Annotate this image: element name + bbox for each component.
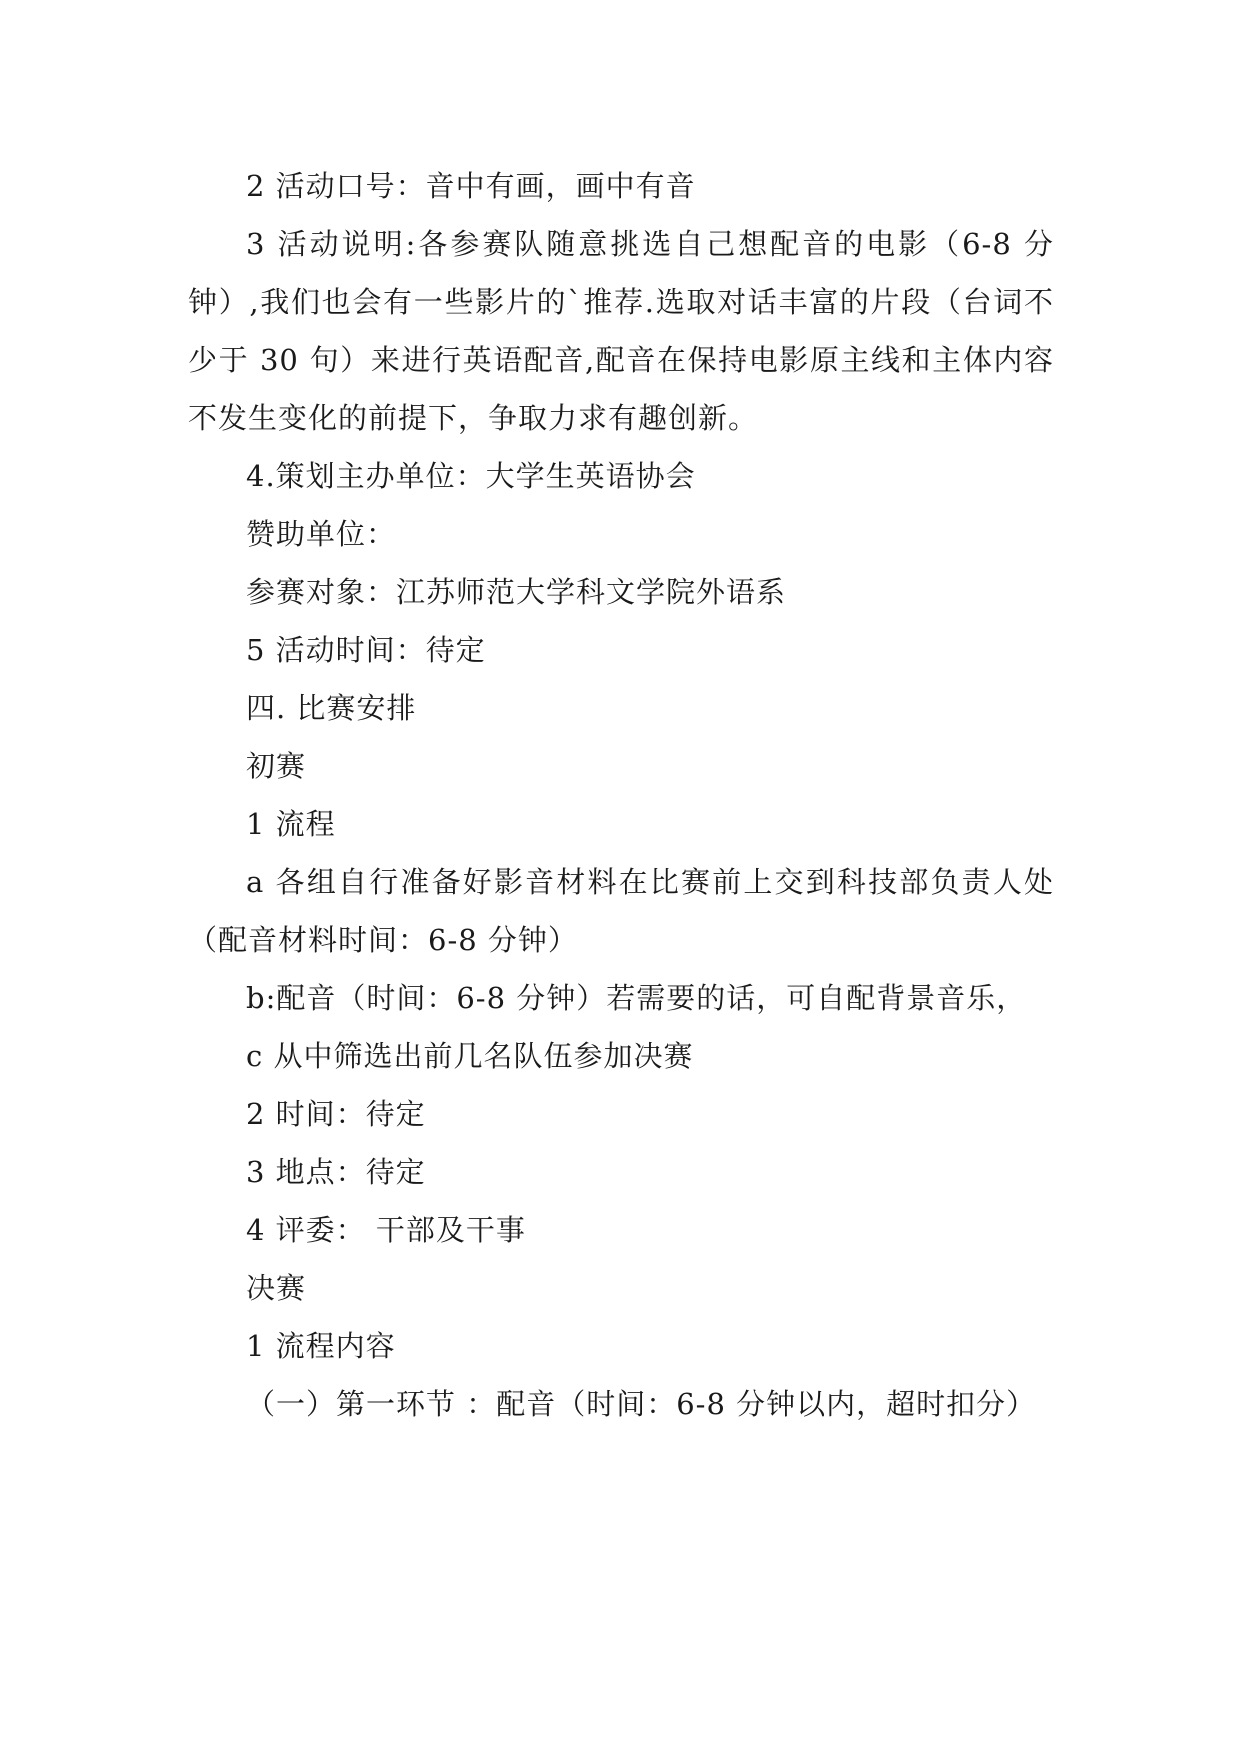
paragraph-process-step-b: b:配音（时间：6-8 分钟）若需要的话，可自配背景音乐，	[246, 981, 1027, 1015]
paragraph-preliminary-location: 3 地点：待定	[246, 1155, 426, 1189]
paragraph-slogan: 2 活动口号：音中有画，画中有音	[246, 169, 696, 203]
paragraph-preliminary-time: 2 时间：待定	[246, 1097, 426, 1131]
paragraph-final-process: 1 流程内容	[246, 1329, 396, 1363]
paragraph-participants: 参赛对象：江苏师范大学科文学院外语系	[246, 575, 787, 609]
document-body	[188, 157, 1054, 1433]
subheading-preliminary: 初赛	[246, 749, 307, 783]
paragraph-activity-description: 3 活动说明:各参赛队随意挑选自己想配音的电影（6-8 分钟）,我们也会有一些影片的`推荐.选取对话丰富的片段（台词不少于 30 句）来进行英语配音,配音在保持电影原主线和主体内容不发生变化的前提下，争取力求有趣创新。	[188, 227, 1054, 435]
paragraph-final-round-one: （一）第一环节 ：配音（时间：6-8 分钟以内，超时扣分）	[246, 1387, 1037, 1421]
paragraph-organizer: 4.策划主办单位：大学生英语协会	[246, 459, 696, 493]
section-heading-schedule: 四. 比赛安排	[246, 691, 417, 725]
paragraph-process-step-c: c 从中筛选出前几名队伍参加决赛	[246, 1039, 694, 1073]
paragraph-process-step-a: a 各组自行准备好影音材料在比赛前上交到科技部负责人处（配音材料时间：6-8 分钟）	[188, 865, 1054, 957]
paragraph-preliminary-judges: 4 评委： 干部及干事	[246, 1213, 526, 1247]
paragraph-sponsor: 赞助单位：	[246, 517, 397, 551]
paragraph-preliminary-process: 1 流程	[246, 807, 336, 841]
paragraph-activity-time: 5 活动时间：待定	[246, 633, 486, 667]
subheading-final: 决赛	[246, 1271, 307, 1305]
